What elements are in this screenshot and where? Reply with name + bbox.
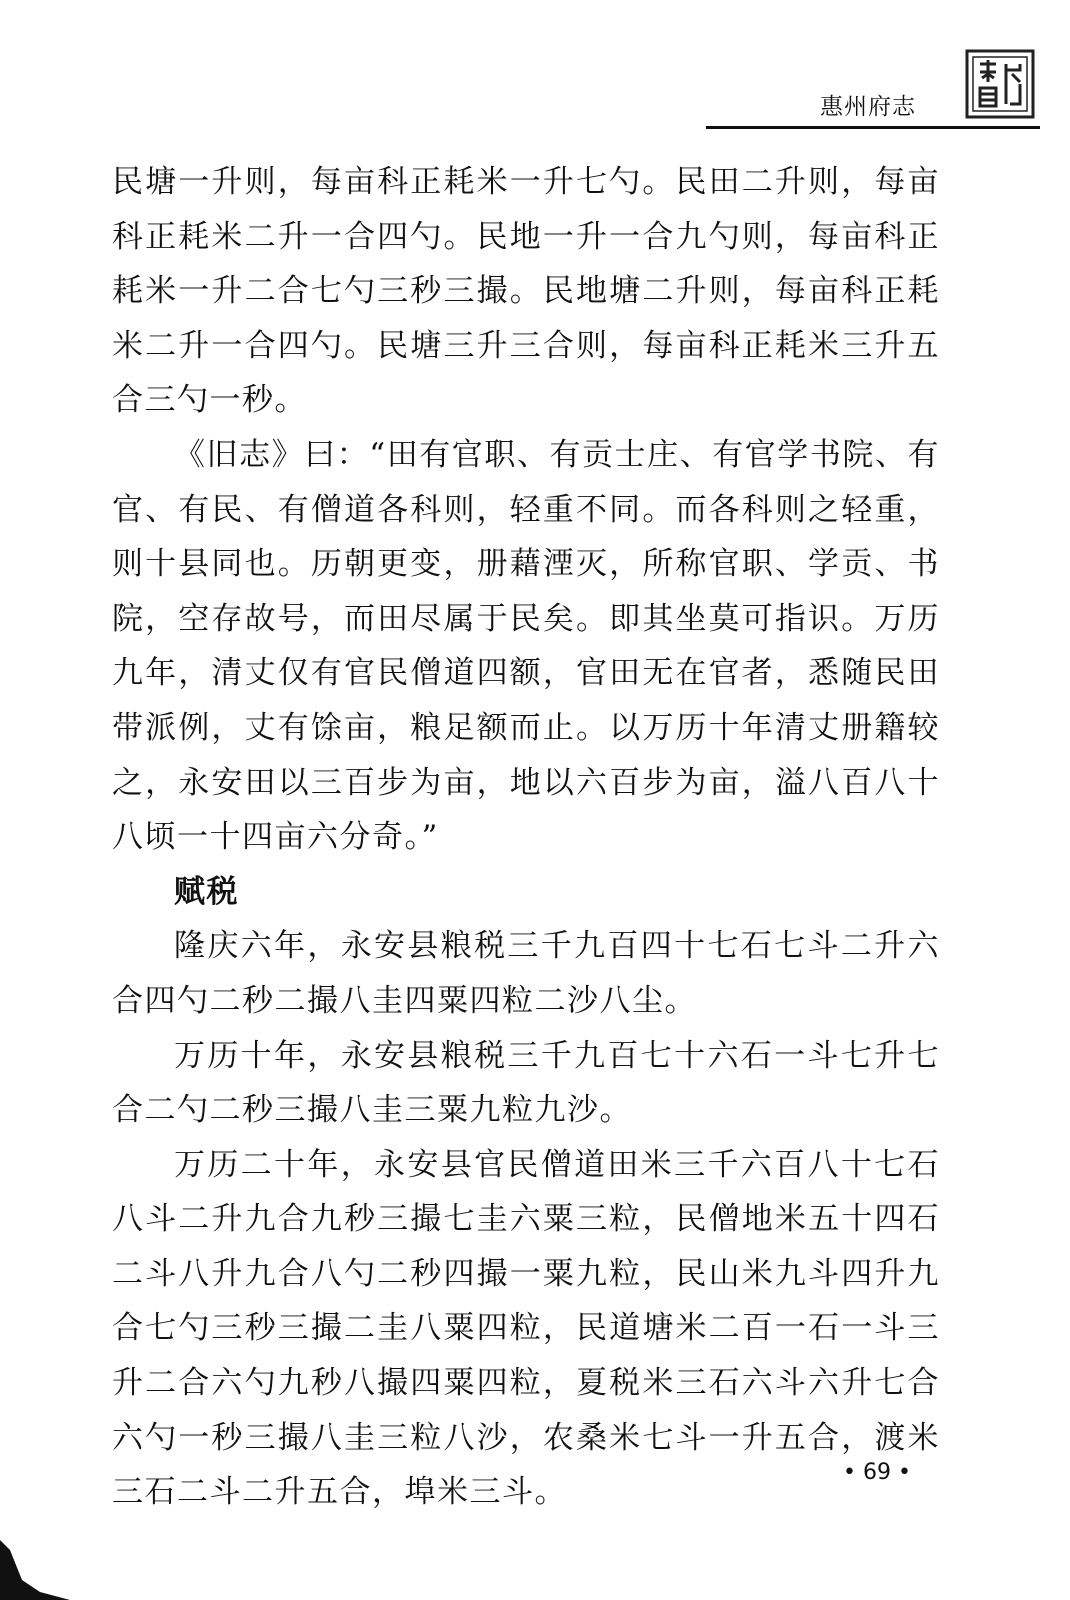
paragraph: 万历十年，永安县粮税三千九百七十六石一斗七升七合二勺二秒三撮八圭三粟九粒九沙。: [112, 1037, 940, 1129]
paragraph: 万历二十年，永安县官民僧道田米三千六百八十七石八斗二升九合九秒三撮七圭六粟三粒，民僧地米五十四石二斗八升九合八勺二秒四撮一粟九粒，民山米九斗四升九合七勺三秒三撮二圭八粟四粒，民道塘米二百一石一斗三升二合六勺九秒八撮四粟四粒，夏税米三石六斗六升七合六勺一秒三撮八圭三粒八沙，农桑米七斗一升五合，渡米三石二斗二升五合，埠米三斗。: [112, 1146, 940, 1511]
paragraph: 隆庆六年，永安县粮税三千九百四十七石七斗二升六合四勺二秒二撮八圭四粟四粒二沙八尘。: [112, 928, 940, 1019]
seal-logo-icon: [964, 48, 1036, 120]
paragraph: 《旧志》曰：“田有官职、有贡士庄、有官学书院、有官、有民、有僧道各科则，轻重不同。而各科则之轻重，则十县同也。历朝更变，册藉湮灭，所称官职、学贡、书院，空存故号，而田尽属于民矣。即其坐莫可指识。万历九年，清丈仅有官民僧道四额，官田无在官者，悉随民田带派例，丈有馀亩，粮足额而止。以万历十年清丈册籍较之，永安田以三百步为亩，地以六百步为亩，溢八百八十八顷一十四亩六分奇。”: [112, 436, 940, 856]
header-rule: [706, 126, 1040, 129]
section-heading: 赋税: [174, 873, 239, 910]
running-header-title: 惠州府志: [820, 94, 916, 120]
body-text: [112, 155, 940, 1520]
paragraph: 民塘一升则，每亩科正耗米一升七勺。民田二升则，每亩科正耗米二升一合四勺。民地一升一合九勺则，每亩科正耗米一升二合七勺三秒三撮。民地塘二升则，每亩科正耗米二升一合四勺。民塘三升三合则，每亩科正耗米三升五合三勺一秒。: [112, 164, 940, 419]
scan-edge-shadow: [0, 1540, 70, 1600]
page-number: • 69 •: [843, 1460, 911, 1485]
